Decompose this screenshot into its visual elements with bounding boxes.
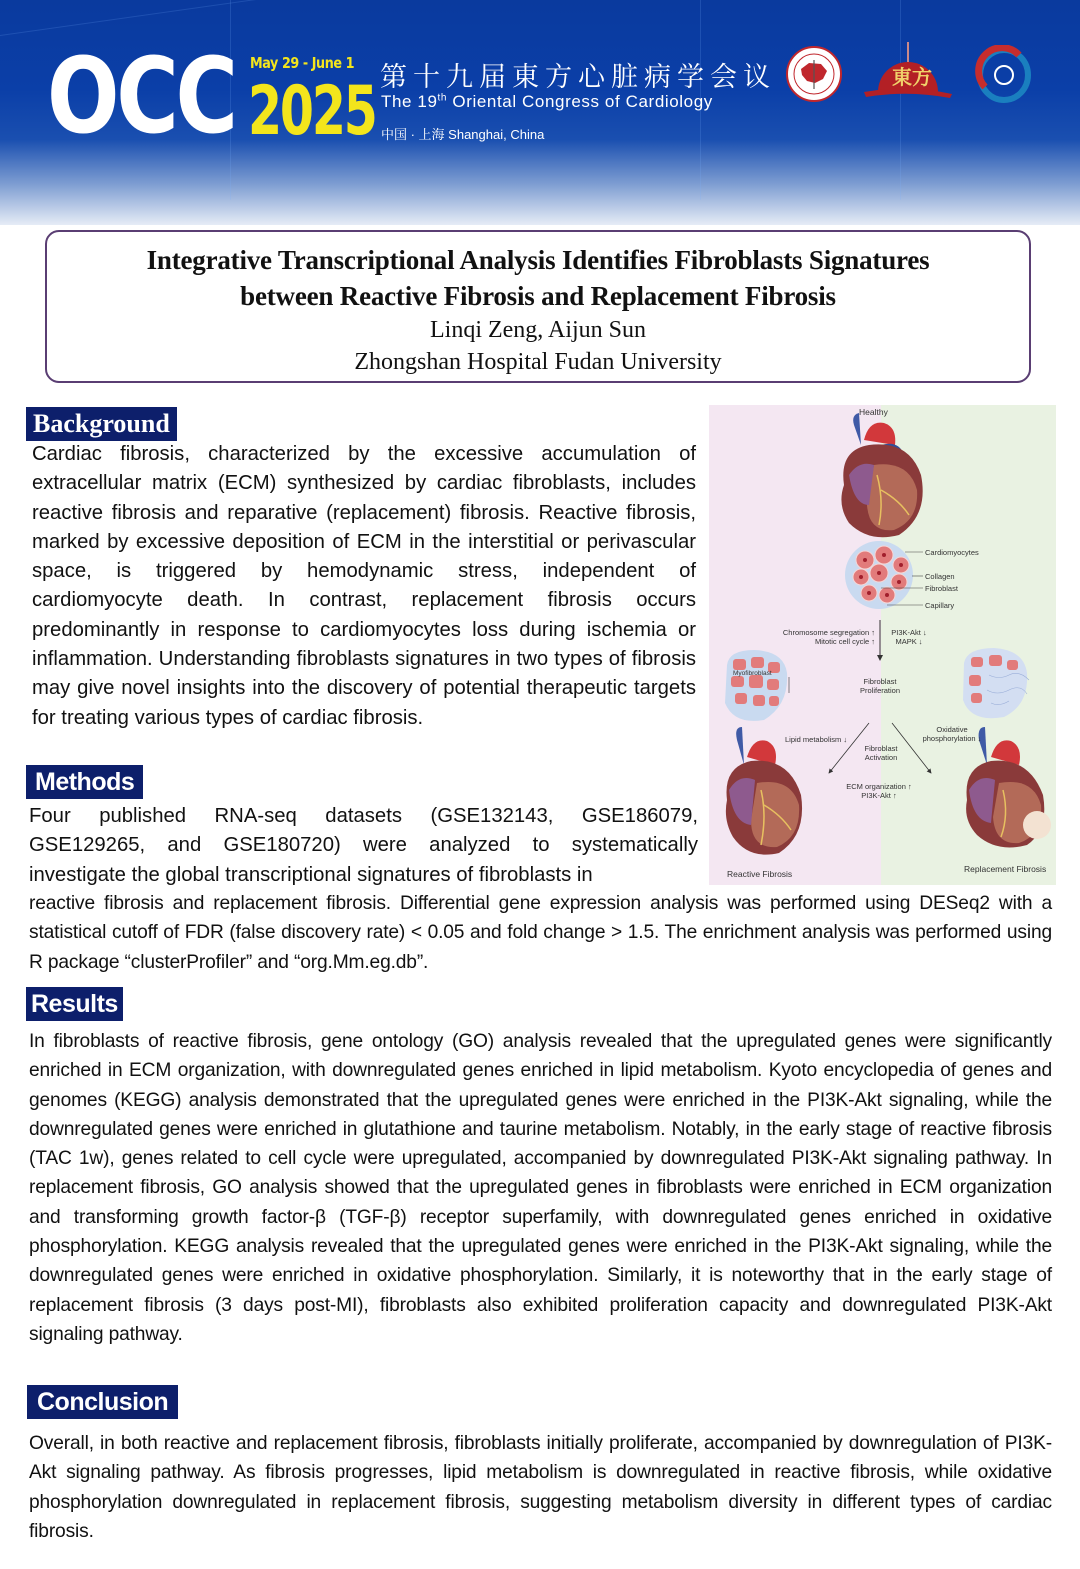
figure-label-reactive-fibrosis: Reactive Fibrosis [727, 869, 793, 879]
fibrosis-schematic-figure [709, 405, 1056, 885]
figure-label-mapk-down: MAPK ↓ [895, 637, 923, 646]
figure-label-healthy: Healthy [859, 407, 888, 417]
activation-line1: Fibroblast [864, 744, 898, 753]
background-text: Cardiac fibrosis, characterized by the excessive accumulation of extracellular matrix (ECM) synthesized by cardiac fibroblasts, includes reactive fibrosis and reparative (replacement) fibrosis. Reactive fibrosis, marked by excessive deposition of ECM in the interstitial or perivascular space, is triggered by hemodynamic stress, independent of cardiomyocyte death. In contrast, replacement fibrosis occurs predominantly in response to cardiomyocytes loss during ischemia or inflammation. Understanding fibroblasts signatures in two types of fibrosis may give novel insights into the discovery of potential therapeutic targets for treating various types of cardiac fibrosis. [32, 443, 696, 729]
conclusion-heading: Conclusion [27, 1385, 178, 1419]
figure-label-oxidative-phosphorylation [917, 725, 987, 743]
figure-label-pi3k-down: PI3K-Akt ↓ [891, 628, 927, 637]
poster-title-line1: Integrative Transcriptional Analysis Identifies Fibroblasts Signatures [146, 245, 930, 275]
infarct-scar-icon [1023, 811, 1051, 839]
figure-label-activation-changes [839, 782, 919, 800]
results-text: In fibroblasts of reactive fibrosis, gene ontology (GO) analysis revealed that the upregulated genes were significantly enriched in ECM organization, with downregulated genes enriched in lipid metabolism. Kyoto encyclopedia of genes and genomes (KEGG) analysis demonstrated that the upregulated genes were enriched in the PI3K-Akt signaling, while the downregulated genes were enriched in glutathione and taurine metabolism. Notably, in the early stage of reactive fibrosis (TAC 1w), genes related to cell cycle were upregulated, accompanied by downregulated PI3K-Akt signaling pathway. In replacement fibrosis, GO analysis showed that the upregulated genes in fibroblasts were enriched in ECM organization and transforming growth factor-β (TGF-β) receptor superfamily, with downregulated genes enriched in oxidative phosphorylation. KEGG analysis revealed that the upregulated genes were enriched in the PI3K-Akt signaling, while the downregulated genes were enriched in oxidative phosphorylation. Similarly, it is noteworthy that in the early stage of replacement fibrosis (3 days post-MI), fibroblasts also exhibited proliferation capacity and downregulated PI3K-Akt signaling pathway. [29, 1031, 1052, 1345]
methods-heading: Methods [26, 765, 143, 799]
title-prefix: The 19 [381, 92, 438, 111]
title-superscript: th [437, 92, 448, 104]
results-heading: Results [26, 987, 123, 1021]
conference-dates: May 29 - June 1 [250, 54, 355, 72]
methods-text-narrow: Four published RNA-seq datasets (GSE132143, GSE186079, GSE129265, and GSE180720) were analyzed to systematically investigate the global transcriptional signatures of fibroblasts in [29, 805, 698, 886]
figure-drawing [709, 405, 1056, 885]
figure-label-lipid-metabolism: Lipid metabolism ↓ [785, 735, 848, 744]
activation-line2: Activation [864, 753, 898, 762]
healthy-heart-icon [841, 413, 922, 537]
svg-text:東方: 東方 [892, 65, 932, 89]
proliferation-line1: Fibroblast [863, 677, 897, 686]
banner-decor-line [0, 0, 1070, 36]
ecm-organization-up: ECM organization ↑ [846, 782, 912, 791]
poster-title-box [45, 230, 1031, 383]
authors: Linqi Zeng, Aijun Sun [430, 317, 646, 343]
oxidative-line1: Oxidative [936, 725, 968, 734]
conference-title-chinese: 第十九届東方心脏病学会议 [380, 62, 776, 93]
occ-ring-logo [975, 45, 1033, 105]
background-heading: Background [26, 407, 177, 441]
replacement-tissue-icon [963, 648, 1029, 718]
figure-label-fibroblast-activation [855, 744, 907, 762]
conference-banner [0, 0, 1080, 225]
figure-label-collagen: Collagen [925, 572, 955, 581]
figure-label-capillary: Capillary [925, 601, 955, 610]
poster-title [47, 242, 1029, 314]
reactive-heart-icon [726, 727, 802, 855]
shanghai-medical-association-logo [785, 45, 843, 103]
oriental-logo [860, 40, 955, 102]
replacement-heart-icon [966, 727, 1051, 847]
healthy-tissue-icon [845, 541, 923, 609]
affiliation: Zhongshan Hospital Fudan University [354, 349, 722, 375]
title-suffix: Oriental Congress of Cardiology [447, 92, 713, 111]
poster-title-line2: between Reactive Fibrosis and Replacement Fibrosis [240, 281, 836, 311]
proliferation-line2: Proliferation [859, 686, 901, 695]
figure-label-fibroblast: Fibroblast [925, 584, 958, 593]
figure-label-cardiomyocytes: Cardiomyocytes [925, 548, 979, 557]
figure-label-fibroblast-proliferation [854, 677, 906, 695]
conference-title-english [381, 92, 713, 112]
figure-label-myofibroblast: Myofibroblast [733, 670, 772, 677]
conference-year: 2025 [248, 72, 376, 151]
oxidative-line2: phosphorylation ↓ [922, 734, 982, 743]
figure-label-chromosome-segregation: Chromosome segregation ↑ [782, 628, 875, 637]
figure-label-mitotic-cell-cycle: Mitotic cell cycle ↑ [814, 637, 875, 646]
methods-text-wide: reactive fibrosis and replacement fibrosis. Differential gene expression analysis was performed using DESeq2 with a statistical cutoff of FDR (false discovery rate) < 0.05 and fold change > 1.5. The enrichment analysis was performed using R package “clusterProfiler” and “org.Mm.eg.db”. [29, 893, 1052, 973]
conclusion-text: Overall, in both reactive and replacement fibrosis, fibroblasts initially proliferate, accompanied by downregulation of PI3K-Akt signaling pathway. As fibrosis progresses, lipid metabolism is downregulated in reactive fibrosis, while oxidative phosphorylation downregulated in replacement fibrosis, suggesting metabolism diversity in different types of cardiac fibrosis. [29, 1433, 1052, 1542]
figure-label-replacement-fibrosis: Replacement Fibrosis [964, 864, 1047, 874]
reactive-tissue-icon [725, 650, 787, 721]
pi3k-up: PI3K-Akt ↑ [861, 791, 897, 800]
conference-location: 中国 · 上海 Shanghai, China [381, 127, 545, 142]
occ-logo-text: OCC [47, 35, 235, 157]
